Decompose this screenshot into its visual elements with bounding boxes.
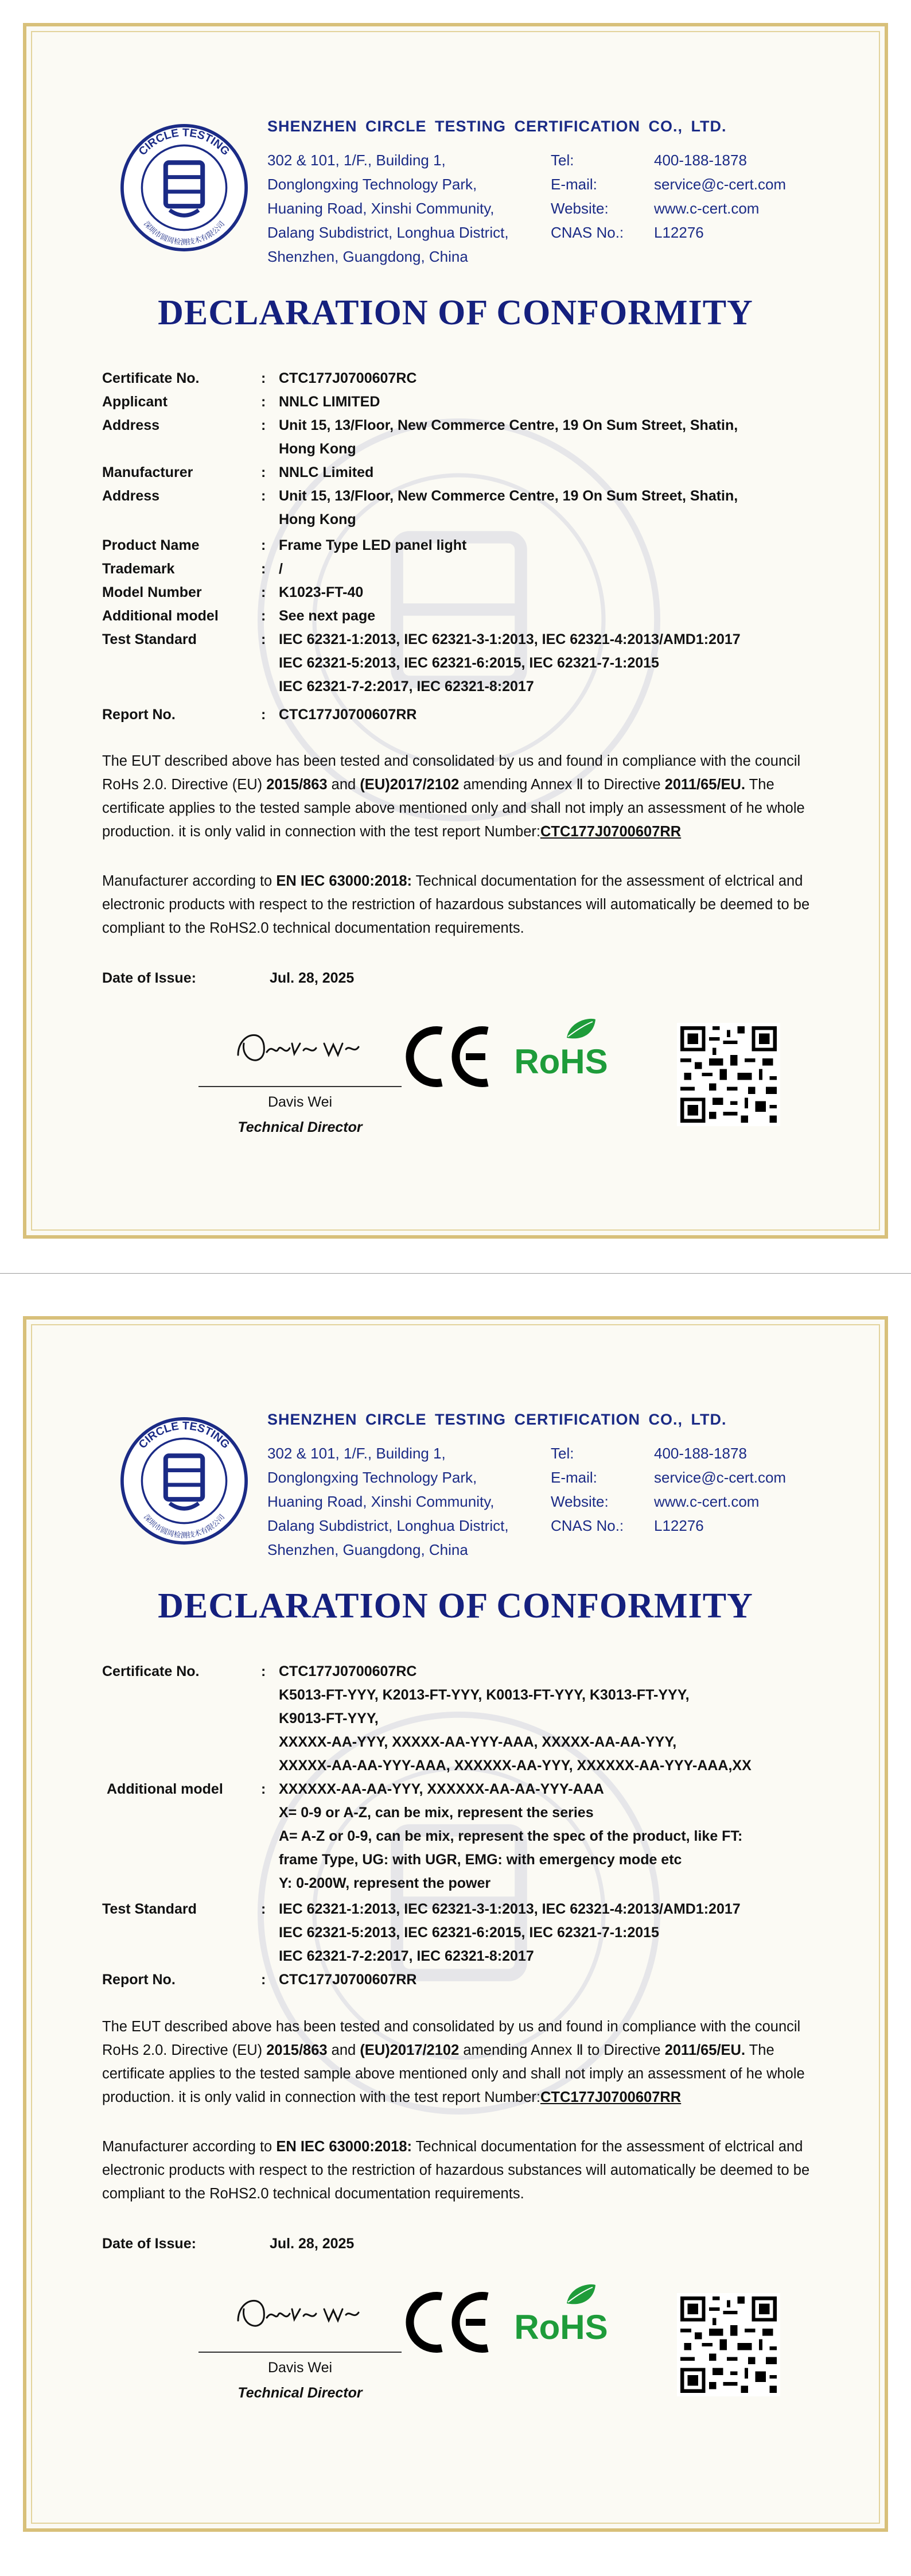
report-number-link: CTC177J0700607RR bbox=[540, 824, 682, 840]
logo-text-en: CIRCLE TESTING bbox=[136, 126, 232, 158]
certificate-page-1 bbox=[0, 0, 911, 1262]
signature-line bbox=[198, 1086, 402, 1087]
field-colon: : bbox=[261, 561, 266, 577]
field-label: Product Name bbox=[102, 537, 200, 553]
field-colon: : bbox=[261, 417, 266, 433]
circle-testing-logo bbox=[118, 1415, 250, 1547]
note-standard: EN IEC 63000:2018: bbox=[276, 873, 412, 889]
website-label: Website: bbox=[551, 200, 609, 217]
cnas-value: L12276 bbox=[654, 224, 704, 241]
field-label: Additional model bbox=[102, 608, 219, 624]
value-line: NNLC Limited bbox=[279, 464, 374, 480]
value-line: IEC 62321-7-2:2017, IEC 62321-8:2017 bbox=[279, 678, 534, 695]
field-label: Address bbox=[102, 417, 160, 433]
value-line: Hong Kong bbox=[279, 511, 356, 527]
statement-text: The EUT described above has been tested and consolidated by us and found in compliance with the council RoHs 2.0. Directive (EU) bbox=[102, 2019, 801, 2058]
value-line: K9013-FT-YYY, bbox=[279, 1710, 379, 1727]
field-colon: : bbox=[261, 1901, 266, 1917]
rohs-text: RoHS bbox=[514, 2308, 608, 2346]
ce-mark-icon bbox=[402, 2288, 493, 2356]
issuer-address bbox=[267, 1441, 509, 1562]
page-separator bbox=[0, 1273, 911, 1274]
statement-directive: 2015/863 bbox=[266, 777, 328, 793]
handwritten-signature bbox=[232, 1021, 370, 1072]
compliance-statement bbox=[102, 2015, 825, 2109]
value-line: CTC177J0700607RR bbox=[279, 1972, 417, 1988]
value-line: / bbox=[279, 561, 283, 577]
field-colon: : bbox=[261, 608, 266, 624]
field-value bbox=[279, 534, 466, 557]
signature-line bbox=[198, 2352, 402, 2353]
website-label: Website: bbox=[551, 1493, 609, 1510]
issuer-address bbox=[267, 148, 509, 269]
cnas-label: CNAS No.: bbox=[551, 224, 624, 241]
tel-value: 400-188-1878 bbox=[654, 1445, 747, 1462]
value-line: K5013-FT-YYY, K2013-FT-YYY, K0013-FT-YYY, K3013-FT-YYY, bbox=[279, 1687, 690, 1703]
statement-text: and bbox=[327, 2042, 360, 2058]
email-value: service@c-cert.com bbox=[654, 176, 787, 193]
compliance-statement bbox=[102, 750, 825, 844]
email-label: E-mail: bbox=[551, 1469, 597, 1486]
signer-title: Technical Director bbox=[238, 1119, 363, 1135]
value-line: Hong Kong bbox=[279, 441, 356, 457]
value-line: XXXXX-AA-AA-YYY-AAA, XXXXXX-AA-YYY, XXXXXX-AA-YYY-AAA,XX bbox=[279, 1758, 752, 1774]
logo-text-cn: 深圳市圆周检测技术有限公司 bbox=[142, 219, 227, 246]
field-value bbox=[279, 367, 416, 390]
value-line: IEC 62321-7-2:2017, IEC 62321-8:2017 bbox=[279, 1948, 534, 1964]
tel-label: Tel: bbox=[551, 152, 574, 169]
rohs-mark-icon bbox=[504, 2280, 618, 2349]
value-line: Y: 0-200W, represent the power bbox=[279, 1875, 491, 1891]
field-value bbox=[279, 1898, 741, 1968]
value-line: CTC177J0700607RC bbox=[279, 370, 417, 386]
cnas-value: L12276 bbox=[654, 1517, 704, 1534]
document-title: DECLARATION OF CONFORMITY bbox=[158, 1586, 753, 1625]
field-colon: : bbox=[261, 1663, 266, 1679]
value-line: CTC177J0700607RC bbox=[279, 1663, 417, 1679]
contact-values bbox=[654, 148, 786, 245]
rohs-mark-icon bbox=[504, 1015, 618, 1084]
field-value bbox=[279, 1968, 416, 1992]
issuer-name: SHENZHEN CIRCLE TESTING CERTIFICATION CO., LTD. bbox=[267, 118, 727, 135]
contact-labels bbox=[551, 148, 624, 245]
field-colon: : bbox=[261, 370, 266, 386]
contact-labels bbox=[551, 1441, 624, 1538]
field-label: Trademark bbox=[102, 561, 175, 577]
value-line: IEC 62321-5:2013, IEC 62321-6:2015, IEC 62321-7-1:2015 bbox=[279, 655, 659, 671]
note-text: Manufacturer according to bbox=[102, 873, 277, 889]
field-colon: : bbox=[261, 1972, 266, 1988]
address-line: 302 & 101, 1/F., Building 1, bbox=[267, 152, 446, 169]
value-line: IEC 62321-1:2013, IEC 62321-3-1:2013, IEC 62321-4:2013/AMD1:2017 bbox=[279, 1901, 741, 1917]
statement-directive: 2015/863 bbox=[266, 2042, 328, 2058]
field-label: Address bbox=[102, 488, 160, 504]
signature-text: Davis Wei bbox=[232, 2286, 235, 2287]
field-label: Manufacturer bbox=[102, 464, 193, 480]
qr-code[interactable] bbox=[677, 2293, 780, 2396]
report-number-link: CTC177J0700607RR bbox=[540, 2089, 682, 2105]
value-line: X= 0-9 or A-Z, can be mix, represent the series bbox=[279, 1805, 594, 1821]
field-label: Report No. bbox=[102, 1972, 176, 1988]
value-line: IEC 62321-1:2013, IEC 62321-3-1:2013, IEC 62321-4:2013/AMD1:2017 bbox=[279, 631, 741, 647]
value-line: XXXXX-AA-YYY, XXXXX-AA-YYY-AAA, XXXXX-AA-AA-YYY, bbox=[279, 1734, 677, 1750]
logo-text-cn: 深圳市圆周检测技术有限公司 bbox=[142, 1512, 227, 1539]
issue-date-label: Date of Issue: bbox=[102, 2236, 196, 2252]
address-line: Shenzhen, Guangdong, China bbox=[267, 248, 468, 265]
contact-values bbox=[654, 1441, 786, 1538]
field-label: Test Standard bbox=[102, 631, 197, 647]
value-line: K1023-FT-40 bbox=[279, 584, 364, 600]
tel-label: Tel: bbox=[551, 1445, 574, 1462]
email-label: E-mail: bbox=[551, 176, 597, 193]
cnas-label: CNAS No.: bbox=[551, 1517, 624, 1534]
handwritten-signature bbox=[232, 2286, 370, 2338]
note-text: Technical documentation for the assessment of elctrical and electronic products with respect to the restriction of hazardous substances will automatically be deemed to be compliant to the RoHS2.0 technical documentation requirements. bbox=[102, 873, 810, 936]
field-value bbox=[279, 581, 363, 604]
address-line: 302 & 101, 1/F., Building 1, bbox=[267, 1445, 446, 1462]
field-value bbox=[279, 484, 738, 532]
statement-text: amending Annex Ⅱ to Directive bbox=[459, 777, 665, 793]
field-label: Additional model bbox=[107, 1781, 223, 1797]
field-label: Test Standard bbox=[102, 1901, 197, 1917]
statement-text: The certificate applies to the tested sample above mentioned only and shall not imply an assessment of he whole production. it is only valid in connection with the test report Number: bbox=[102, 777, 805, 840]
statement-directive: 2011/65/EU. bbox=[664, 2042, 746, 2058]
field-label: Certificate No. bbox=[102, 1663, 200, 1679]
field-value bbox=[279, 604, 375, 628]
field-value bbox=[279, 628, 741, 699]
certificate-page-2 bbox=[0, 1293, 911, 2555]
address-line: Donglongxing Technology Park, bbox=[267, 1469, 477, 1486]
address-line: Dalang Subdistrict, Longhua District, bbox=[267, 1517, 509, 1534]
value-line: IEC 62321-5:2013, IEC 62321-6:2015, IEC 62321-7-1:2015 bbox=[279, 1925, 659, 1941]
manufacturer-note bbox=[102, 870, 825, 940]
field-colon: : bbox=[261, 394, 266, 410]
value-line: See next page bbox=[279, 608, 376, 624]
address-line: Dalang Subdistrict, Longhua District, bbox=[267, 224, 509, 241]
field-colon: : bbox=[261, 464, 266, 480]
signer-name: Davis Wei bbox=[267, 2360, 333, 2376]
value-line: Unit 15, 13/Floor, New Commerce Centre, 19 On Sum Street, Shatin, bbox=[279, 417, 738, 433]
field-colon: : bbox=[261, 707, 266, 723]
email-value: service@c-cert.com bbox=[654, 1469, 787, 1486]
field-value bbox=[279, 1660, 752, 1778]
issue-date-label: Date of Issue: bbox=[102, 970, 196, 986]
manufacturer-note bbox=[102, 2135, 825, 2206]
issue-date: Jul. 28, 2025 bbox=[270, 2236, 355, 2252]
field-value bbox=[279, 414, 738, 461]
issuer-name: SHENZHEN CIRCLE TESTING CERTIFICATION CO., LTD. bbox=[267, 1411, 727, 1428]
field-label: Certificate No. bbox=[102, 370, 200, 386]
statement-text: amending Annex Ⅱ to Directive bbox=[459, 2042, 665, 2058]
address-line: Huaning Road, Xinshi Community, bbox=[267, 200, 495, 217]
ce-mark-icon bbox=[402, 1023, 493, 1091]
field-colon: : bbox=[261, 537, 266, 553]
field-label: Applicant bbox=[102, 394, 168, 410]
value-line: NNLC LIMITED bbox=[279, 394, 380, 410]
document-title: DECLARATION OF CONFORMITY bbox=[158, 293, 753, 332]
note-text: Manufacturer according to bbox=[102, 2139, 277, 2155]
signer-name: Davis Wei bbox=[267, 1094, 333, 1110]
circle-testing-logo bbox=[118, 122, 250, 254]
qr-code[interactable] bbox=[677, 1023, 780, 1126]
field-colon: : bbox=[261, 584, 266, 600]
address-line: Donglongxing Technology Park, bbox=[267, 176, 477, 193]
statement-text: and bbox=[327, 777, 360, 793]
field-label: Report No. bbox=[102, 707, 176, 723]
value-line: frame Type, UG: with UGR, EMG: with emergency mode etc bbox=[279, 1852, 682, 1868]
logo-text-en: CIRCLE TESTING bbox=[136, 1419, 232, 1452]
address-line: Shenzhen, Guangdong, China bbox=[267, 1541, 468, 1558]
field-colon: : bbox=[261, 631, 266, 647]
rohs-text: RoHS bbox=[514, 1042, 608, 1081]
statement-text: The EUT described above has been tested and consolidated by us and found in compliance with the council RoHs 2.0. Directive (EU) bbox=[102, 753, 801, 793]
field-value bbox=[279, 703, 416, 727]
field-value bbox=[279, 557, 283, 581]
field-colon: : bbox=[261, 1781, 266, 1797]
statement-directive: (EU)2017/2102 bbox=[360, 2042, 460, 2058]
field-value bbox=[279, 390, 380, 414]
statement-directive: 2011/65/EU. bbox=[664, 777, 746, 793]
field-value bbox=[279, 1778, 742, 1895]
field-value bbox=[279, 461, 373, 484]
statement-text: The certificate applies to the tested sample above mentioned only and shall not imply an assessment of he whole production. it is only valid in connection with the test report Number: bbox=[102, 2042, 805, 2105]
note-text: Technical documentation for the assessment of elctrical and electronic products with respect to the restriction of hazardous substances will automatically be deemed to be compliant to the RoHS2.0 technical documentation requirements. bbox=[102, 2139, 810, 2202]
value-line: A= A-Z or 0-9, can be mix, represent the spec of the product, like FT: bbox=[279, 1828, 743, 1844]
field-label: Model Number bbox=[102, 584, 202, 600]
note-standard: EN IEC 63000:2018: bbox=[276, 2139, 412, 2155]
tel-value: 400-188-1878 bbox=[654, 152, 747, 169]
value-line: CTC177J0700607RR bbox=[279, 707, 417, 723]
value-line: XXXXXX-AA-AA-YYY, XXXXXX-AA-AA-YYY-AAA bbox=[279, 1781, 604, 1797]
field-colon: : bbox=[261, 488, 266, 504]
address-line: Huaning Road, Xinshi Community, bbox=[267, 1493, 495, 1510]
signer-title: Technical Director bbox=[238, 2385, 363, 2401]
website-value: www.c-cert.com bbox=[654, 200, 760, 217]
website-value: www.c-cert.com bbox=[654, 1493, 760, 1510]
issue-date: Jul. 28, 2025 bbox=[270, 970, 355, 986]
value-line: Frame Type LED panel light bbox=[279, 537, 467, 553]
statement-directive: (EU)2017/2102 bbox=[360, 777, 460, 793]
ce-text: CE bbox=[402, 2288, 403, 2289]
value-line: Unit 15, 13/Floor, New Commerce Centre, 19 On Sum Street, Shatin, bbox=[279, 488, 738, 504]
